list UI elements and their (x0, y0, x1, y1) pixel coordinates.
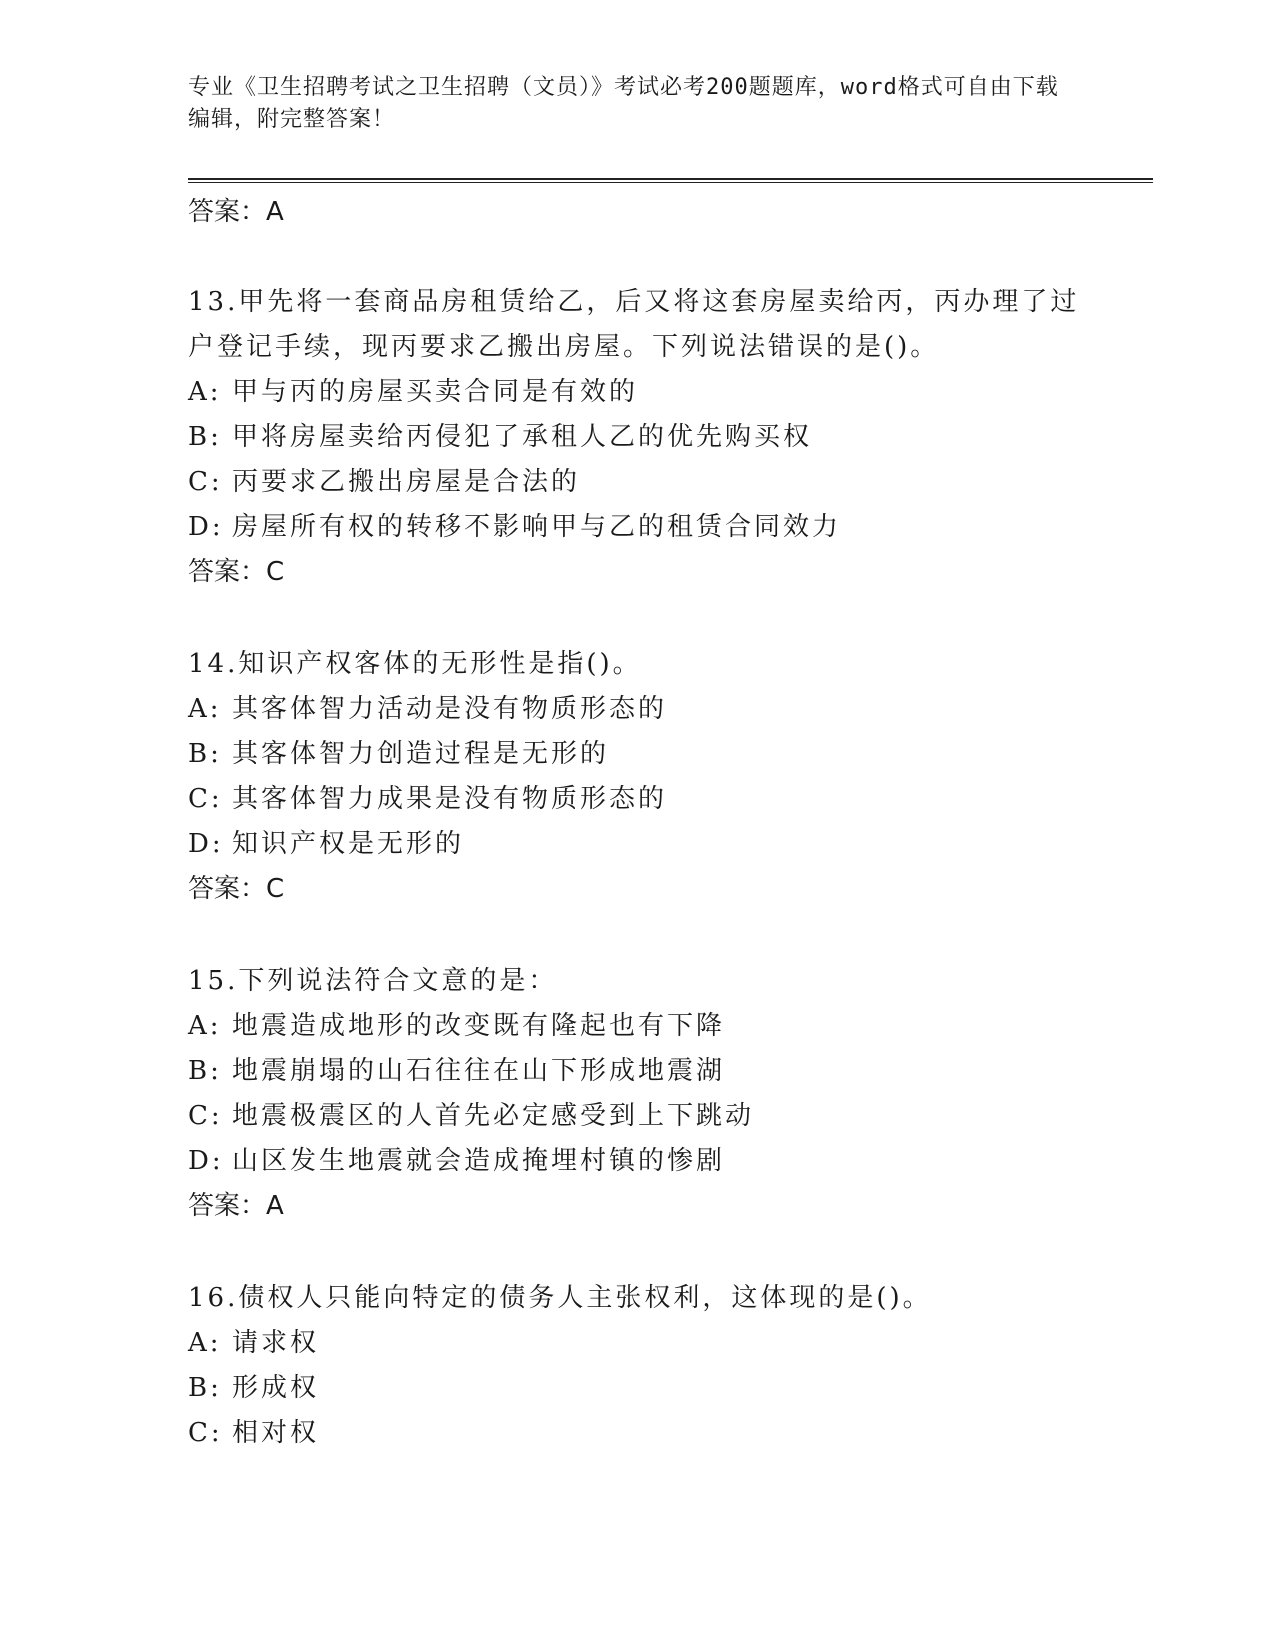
option-text: 山区发生地震就会造成掩埋村镇的惨剧 (232, 1146, 726, 1176)
option-text: 其客体智力活动是没有物质形态的 (232, 694, 668, 724)
option-c (188, 460, 1088, 505)
option-text: 其客体智力成果是没有物质形态的 (232, 784, 668, 814)
option-key: A: (188, 694, 222, 724)
option-c (188, 1411, 1088, 1456)
question-text: 13.甲先将一套商品房租赁给乙，后又将这套房屋卖给丙，丙办理了过户登记手续，现丙要求乙搬出房屋。下列说法错误的是()。 (188, 287, 1080, 362)
option-b (188, 732, 1088, 777)
question-item (188, 959, 1088, 1228)
option-key: C: (188, 784, 223, 814)
option-d (188, 822, 1088, 867)
option-key: C: (188, 1418, 223, 1448)
option-key: D: (188, 829, 224, 859)
answer-line: 答案：A (188, 197, 284, 227)
question-text: 15.下列说法符合文意的是： (188, 966, 558, 996)
option-text: 形成权 (232, 1373, 320, 1403)
answer-line: 答案：C (188, 874, 285, 904)
option-text: 房屋所有权的转移不影响甲与乙的租赁合同效力 (232, 512, 842, 542)
option-a (188, 370, 1088, 415)
option-d (188, 1139, 1088, 1184)
option-c (188, 777, 1088, 822)
option-c (188, 1094, 1088, 1139)
document-header: 专业《卫生招聘考试之卫生招聘（文员）》考试必考200题题库，word格式可自由下载编辑，附完整答案！ (188, 75, 1059, 132)
option-key: B: (188, 1373, 222, 1403)
question-item (188, 1276, 1088, 1456)
option-text: 请求权 (232, 1328, 320, 1358)
option-text: 相对权 (232, 1418, 320, 1448)
option-text: 丙要求乙搬出房屋是合法的 (232, 467, 581, 497)
question-item (188, 280, 1088, 594)
option-key: A: (188, 1328, 222, 1358)
option-a (188, 1321, 1088, 1366)
option-b (188, 1366, 1088, 1411)
question-text: 16.债权人只能向特定的债务人主张权利，这体现的是()。 (188, 1283, 932, 1313)
option-text: 地震崩塌的山石往往在山下形成地震湖 (232, 1056, 726, 1086)
answer-line: 答案：A (188, 1191, 284, 1221)
option-key: D: (188, 1146, 224, 1176)
option-key: A: (188, 1011, 222, 1041)
option-text: 知识产权是无形的 (232, 829, 465, 859)
option-text: 甲与丙的房屋买卖合同是有效的 (232, 377, 639, 407)
question-item (188, 642, 1088, 911)
option-a (188, 687, 1088, 732)
option-a (188, 1004, 1088, 1049)
option-key: C: (188, 467, 223, 497)
option-key: B: (188, 422, 222, 452)
option-text: 甲将房屋卖给丙侵犯了承租人乙的优先购买权 (232, 422, 813, 452)
option-key: A: (188, 377, 222, 407)
answer-line: 答案：C (188, 557, 285, 587)
question-text: 14.知识产权客体的无形性是指()。 (188, 649, 642, 679)
option-text: 地震造成地形的改变既有隆起也有下降 (232, 1011, 726, 1041)
option-text: 地震极震区的人首先必定感受到上下跳动 (232, 1101, 755, 1131)
option-b (188, 415, 1088, 460)
option-text: 其客体智力创造过程是无形的 (232, 739, 610, 769)
option-b (188, 1049, 1088, 1094)
option-key: B: (188, 1056, 222, 1086)
header-divider (188, 178, 1153, 183)
option-key: D: (188, 512, 224, 542)
option-key: C: (188, 1101, 223, 1131)
option-d (188, 505, 1088, 550)
option-key: B: (188, 739, 222, 769)
question-list (188, 280, 1088, 1504)
